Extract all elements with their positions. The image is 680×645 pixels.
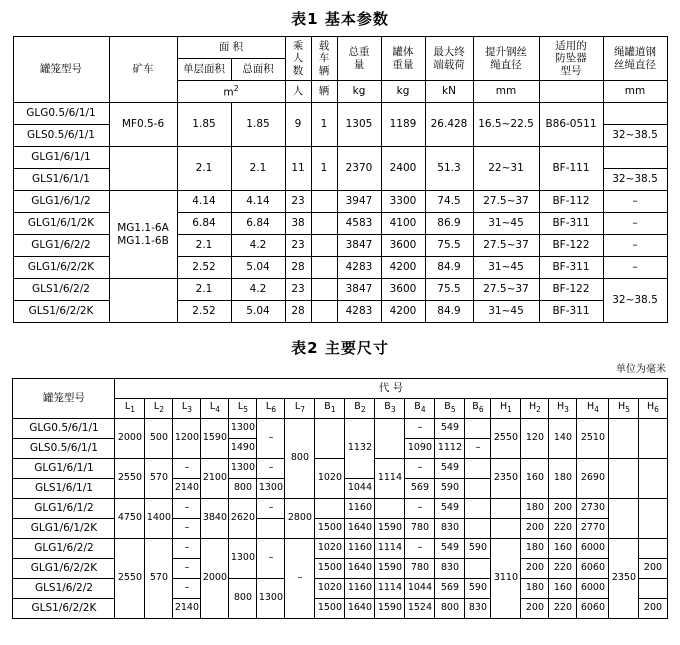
cell-B5: 1112	[435, 439, 465, 459]
cell-B4: –	[405, 539, 435, 559]
th2-B3: $B_3$	[375, 399, 405, 419]
table-row	[13, 539, 667, 559]
cell-B1: 1500	[315, 599, 345, 619]
cell-B6	[465, 419, 491, 439]
cell-B5: 830	[435, 519, 465, 539]
th-cars-unit: 辆	[311, 81, 337, 103]
cell-cage: 2400	[381, 147, 425, 191]
cell-L2: 1400	[145, 499, 173, 539]
cell-model: GLG1/6/1/2	[13, 499, 115, 519]
cell-B4: 1524	[405, 599, 435, 619]
cell-anti: BF-122	[539, 235, 603, 257]
cell-H3: 220	[549, 599, 577, 619]
cell-L6	[257, 519, 285, 539]
cell-cage: 4200	[381, 301, 425, 323]
cell-H6	[639, 419, 667, 459]
cell-B2: 1160	[345, 539, 375, 559]
th2-L7: $L_7$	[285, 399, 315, 419]
table1-title: 表1 基本参数	[291, 10, 389, 28]
th2-L3: $L_3$	[173, 399, 201, 419]
cell-load: 84.9	[425, 257, 473, 279]
cell-total: 5.04	[231, 257, 285, 279]
cell-B4: –	[405, 459, 435, 479]
cell-model: GLS1/6/1/1	[13, 169, 109, 191]
cell-B4: 780	[405, 519, 435, 539]
cell-B4: –	[405, 499, 435, 519]
cell-L3: 2140	[173, 479, 201, 499]
th-total-weight: 总重 量	[337, 37, 381, 81]
cell-L2: 500	[145, 419, 173, 459]
cell-L6: 1300	[257, 479, 285, 499]
cell-model: GLG0.5/6/1/1	[13, 419, 115, 439]
th-cage-weight: 罐体 重量	[381, 37, 425, 81]
cell-cars	[311, 191, 337, 213]
cell-B5: 830	[435, 559, 465, 579]
cell-model: GLG1/6/1/1	[13, 147, 109, 169]
cell-model: GLS1/6/2/2K	[13, 599, 115, 619]
cell-single: 4.14	[177, 191, 231, 213]
cell-total: 2.1	[231, 147, 285, 191]
cell-H3: 160	[549, 579, 577, 599]
table-row	[13, 519, 667, 539]
cell-B5: 549	[435, 459, 465, 479]
cell-single: 2.52	[177, 257, 231, 279]
unit-note: 单位为毫米	[616, 364, 666, 375]
cell-L6: –	[257, 539, 285, 579]
cell-B3: 1114	[375, 579, 405, 599]
cell-H3: 200	[549, 499, 577, 519]
cell-B1: 1500	[315, 559, 345, 579]
cell-B2: 1160	[345, 499, 375, 519]
th-cars: 载 车 辆	[311, 37, 337, 81]
th2-H1: $H_1$	[491, 399, 521, 419]
cell-H2: 200	[521, 519, 549, 539]
cell-L2: 570	[145, 539, 173, 619]
table-row	[13, 499, 667, 519]
cell-model: GLG1/6/1/2K	[13, 519, 115, 539]
th-rope-dia: 提升钢丝 绳直径	[473, 37, 539, 81]
cell-single: 6.84	[177, 213, 231, 235]
cell-H2: 160	[521, 459, 549, 499]
cell-H4: 2770	[577, 519, 609, 539]
th2-B6: $B_6$	[465, 399, 491, 419]
cell-model: GLG1/6/2/2	[13, 539, 115, 559]
th-area-total: 总面积	[231, 59, 285, 81]
cell-L3: 2140	[173, 599, 201, 619]
cell-B5: 569	[405, 479, 435, 499]
cell-H3: 160	[549, 539, 577, 559]
cell-B3	[375, 419, 405, 459]
table-row	[13, 599, 667, 619]
cell-cars	[311, 301, 337, 323]
th2-B2: $B_2$	[345, 399, 375, 419]
cell-model: GLS1/6/2/2	[13, 579, 115, 599]
cell-load: 84.9	[425, 301, 473, 323]
cell-L3: –	[173, 459, 201, 479]
cell-B4: 1044	[345, 479, 375, 499]
cell-B1: 1020	[315, 579, 345, 599]
cell-cars	[311, 235, 337, 257]
table-row	[13, 559, 667, 579]
cell-L5: 800	[229, 579, 257, 619]
th2-L2: $L_2$	[145, 399, 173, 419]
cell-B2: 1640	[345, 519, 375, 539]
th-model: 罐笼型号	[13, 37, 109, 103]
cell-rope: 31~45	[473, 301, 539, 323]
cell-L3: –	[173, 559, 201, 579]
th-area-single: 单层面积	[177, 59, 231, 81]
cell-rope: 31~45	[473, 213, 539, 235]
cell-total: 4.14	[231, 191, 285, 213]
cell-L7: 800	[285, 419, 315, 499]
cell-B5: 549	[435, 539, 465, 559]
cell-B1: 1500	[315, 519, 345, 539]
cell-rope: 27.5~37	[473, 235, 539, 257]
cell-B2: 1160	[345, 579, 375, 599]
cell-rope: 22~31	[473, 147, 539, 191]
th-people-unit: 人	[285, 81, 311, 103]
cell-H2: 180	[521, 539, 549, 559]
cell-load: 86.9	[425, 213, 473, 235]
cell-L5: 1490	[229, 439, 257, 459]
cell-B1: 1020	[315, 539, 345, 559]
cell-H5	[609, 499, 639, 539]
th-max-load-unit: kN	[425, 81, 473, 103]
cell-H2: 180	[521, 499, 549, 519]
cell-B3: 1114	[375, 539, 405, 559]
cell-total: 6.84	[231, 213, 285, 235]
cell-H3: 140	[549, 419, 577, 459]
cell-model: GLG1/6/1/2	[13, 191, 109, 213]
cell-anti: BF-112	[539, 191, 603, 213]
table2-title: 表2 主要尺寸	[291, 339, 389, 357]
th-area-group: 面 积	[177, 37, 285, 59]
cell-H3: 220	[549, 559, 577, 579]
cell-B6	[465, 519, 491, 539]
table-row	[13, 147, 667, 169]
cell-H2: 200	[521, 559, 549, 579]
cell-L3: –	[173, 499, 201, 519]
cell-L5: 1300	[229, 459, 257, 479]
cell-anti: BF-311	[539, 213, 603, 235]
cell-model: GLS0.5/6/1/1	[13, 125, 109, 147]
table-row	[13, 279, 667, 301]
th2-L6: $L_6$	[257, 399, 285, 419]
cell-anti: BF-122	[539, 279, 603, 301]
cell-cars: 1	[311, 147, 337, 191]
th-area-unit: $m^2$	[177, 81, 285, 103]
th2-H3: $H_3$	[549, 399, 577, 419]
th2-L1: $L_1$	[115, 399, 145, 419]
cell-B3: 1590	[375, 519, 405, 539]
cell-B1	[315, 419, 345, 459]
cell-guide: 32~38.5	[603, 279, 667, 323]
cell-L6: –	[257, 459, 285, 479]
cell-model: GLS1/6/1/1	[13, 479, 115, 499]
table-row	[13, 419, 667, 439]
cell-B4: –	[405, 419, 435, 439]
cell-model: GLG1/6/1/1	[13, 459, 115, 479]
cell-people: 28	[285, 301, 311, 323]
cell-L5: 800	[229, 479, 257, 499]
cell-model: GLS1/6/2/2	[13, 279, 109, 301]
cell-B6	[465, 459, 491, 479]
cell-model: GLG1/6/1/2K	[13, 213, 109, 235]
cell-total: 5.04	[231, 301, 285, 323]
cell-B6: 590	[465, 579, 491, 599]
cell-L4: 1590	[201, 419, 229, 459]
cell-B6: 590	[465, 539, 491, 559]
cell-car: MF0.5-6	[109, 103, 177, 147]
th2-H2: $H_2$	[521, 399, 549, 419]
cell-single: 1.85	[177, 103, 231, 147]
cell-weight: 4283	[337, 301, 381, 323]
cell-people: 11	[285, 147, 311, 191]
cell-rope: 27.5~37	[473, 279, 539, 301]
th-total-weight-unit: kg	[337, 81, 381, 103]
cell-L3: 1200	[173, 419, 201, 459]
main-dimensions-table	[12, 378, 667, 619]
basic-parameters-table	[13, 36, 668, 323]
cell-B6: 590	[435, 479, 465, 499]
cell-H4: 6060	[577, 559, 609, 579]
cell-B2: 1640	[345, 599, 375, 619]
cell-guide: –	[603, 257, 667, 279]
cell-cars	[311, 257, 337, 279]
cell-weight: 2370	[337, 147, 381, 191]
th2-B4: $B_4$	[405, 399, 435, 419]
cell-single: 2.1	[177, 147, 231, 191]
cell-anti: BF-311	[539, 301, 603, 323]
cell-H1: 2550	[491, 419, 521, 459]
cell-H2: 120	[521, 419, 549, 459]
cell-single: 2.1	[177, 279, 231, 301]
cell-L4: 2000	[201, 539, 229, 619]
cell-guide	[603, 103, 667, 125]
cell-L2: 570	[145, 459, 173, 499]
cell-B6	[465, 559, 491, 579]
cell-B2: 1640	[345, 559, 375, 579]
cell-rope: 16.5~22.5	[473, 103, 539, 147]
cell-L5: 2620	[229, 499, 257, 539]
table2-header-row	[13, 379, 667, 399]
th2-model: 罐笼型号	[13, 379, 115, 419]
cell-guide: –	[603, 235, 667, 257]
cell-model: GLG1/6/2/2	[13, 235, 109, 257]
cell-people: 23	[285, 235, 311, 257]
cell-H4: 2730	[577, 499, 609, 519]
cell-L4: 2100	[201, 459, 229, 499]
cell-B3: 1590	[375, 599, 405, 619]
cell-L1: 2550	[115, 539, 145, 619]
cell-B4: 1044	[405, 579, 435, 599]
cell-B5: 800	[435, 599, 465, 619]
table-row	[13, 459, 667, 479]
cell-people: 23	[285, 279, 311, 301]
cell-L4: 3840	[201, 499, 229, 539]
th2-code-group: 代 号	[115, 379, 667, 399]
cell-L5: 1300	[229, 419, 257, 439]
cell-total: 1.85	[231, 103, 285, 147]
cell-cage: 3300	[381, 191, 425, 213]
cell-H1	[491, 519, 521, 539]
cell-rope: 27.5~37	[473, 191, 539, 213]
cell-H6: 200	[639, 559, 667, 579]
cell-H6	[639, 459, 667, 499]
cell-single: 2.1	[177, 235, 231, 257]
cell-load: 75.5	[425, 279, 473, 301]
cell-model: GLG1/6/2/2K	[13, 559, 115, 579]
cell-H4: 6000	[577, 579, 609, 599]
cell-guide: 32~38.5	[603, 169, 667, 191]
cell-L3: –	[173, 579, 201, 599]
th2-H5: $H_5$	[609, 399, 639, 419]
cell-H4: 6060	[577, 599, 609, 619]
cell-H5	[609, 419, 639, 459]
th-guide-rope: 绳罐道钢 丝绳直径	[603, 37, 667, 81]
cell-H4: 2690	[577, 459, 609, 499]
cell-weight: 3847	[337, 279, 381, 301]
cell-H3: 180	[549, 459, 577, 499]
cell-model: GLS0.5/6/1/1	[13, 439, 115, 459]
th-cage-weight-unit: kg	[381, 81, 425, 103]
cell-weight: 1305	[337, 103, 381, 147]
cell-L1: 2550	[115, 459, 145, 499]
cell-L5: 1300	[229, 539, 257, 579]
cell-H1	[491, 499, 521, 519]
th-rope-dia-unit: mm	[473, 81, 539, 103]
cell-weight: 4583	[337, 213, 381, 235]
cell-B2: 1132	[345, 419, 375, 479]
table-row	[13, 579, 667, 599]
cell-L3: –	[173, 539, 201, 559]
cell-guide: –	[603, 191, 667, 213]
cell-H4: 6000	[577, 539, 609, 559]
th2-L5: $L_5$	[229, 399, 257, 419]
cell-cage: 3600	[381, 235, 425, 257]
cell-L7: 2800	[285, 499, 315, 539]
table-row	[13, 191, 667, 213]
cell-H1: 2350	[491, 459, 521, 499]
cell-load: 74.5	[425, 191, 473, 213]
cell-people: 28	[285, 257, 311, 279]
th-max-load: 最大终 端载荷	[425, 37, 473, 81]
cell-people: 23	[285, 191, 311, 213]
th-guide-rope-unit: mm	[603, 81, 667, 103]
cell-anti: BF-311	[539, 257, 603, 279]
cell-H4: 2510	[577, 419, 609, 459]
cell-B5: 569	[435, 579, 465, 599]
cell-B6	[465, 499, 491, 519]
cell-L7: –	[285, 539, 315, 619]
th-people: 乘 人 数	[285, 37, 311, 81]
cell-load: 26.428	[425, 103, 473, 147]
cell-B4: 780	[405, 559, 435, 579]
cell-anti: BF-111	[539, 147, 603, 191]
cell-cage: 1189	[381, 103, 425, 147]
th2-H4: $H_4$	[577, 399, 609, 419]
cell-total: 4.2	[231, 279, 285, 301]
cell-cars	[311, 213, 337, 235]
cell-weight: 3847	[337, 235, 381, 257]
cell-car	[109, 279, 177, 323]
cell-L1: 2000	[115, 419, 145, 459]
table-row	[13, 103, 667, 125]
cell-H5: 2350	[609, 539, 639, 619]
cell-H3: 220	[549, 519, 577, 539]
cell-model: GLG1/6/2/2K	[13, 257, 109, 279]
cell-H6	[639, 579, 667, 599]
document-page	[0, 8, 680, 619]
th2-B5: $B_5$	[435, 399, 465, 419]
th2-B1: $B_1$	[315, 399, 345, 419]
cell-H5	[609, 459, 639, 499]
cell-L3: –	[173, 519, 201, 539]
cell-people: 38	[285, 213, 311, 235]
cell-car: MG1.1-6A MG1.1-6B	[109, 191, 177, 279]
cell-H6: 200	[639, 599, 667, 619]
cell-B3: 1590	[375, 559, 405, 579]
cell-guide	[603, 147, 667, 169]
cell-cars: 1	[311, 103, 337, 147]
cell-B4: 1090	[405, 439, 435, 459]
cell-load: 75.5	[425, 235, 473, 257]
cell-anti: B86-0511	[539, 103, 603, 147]
cell-H2: 200	[521, 599, 549, 619]
cell-H1: 3110	[491, 539, 521, 619]
cell-L1: 4750	[115, 499, 145, 539]
th-anti-fall-unit	[539, 81, 603, 103]
cell-model: GLS1/6/2/2K	[13, 301, 109, 323]
cell-H6	[639, 539, 667, 559]
cell-L6: –	[257, 419, 285, 459]
cell-B3	[375, 499, 405, 519]
cell-cage: 3600	[381, 279, 425, 301]
cell-B3: 1114	[375, 459, 405, 499]
cell-cars	[311, 279, 337, 301]
th2-H6: $H_6$	[639, 399, 667, 419]
cell-single: 2.52	[177, 301, 231, 323]
cell-total: 4.2	[231, 235, 285, 257]
cell-car	[109, 147, 177, 191]
cell-H2: 180	[521, 579, 549, 599]
th-mine-car: 矿车	[109, 37, 177, 103]
cell-weight: 3947	[337, 191, 381, 213]
cell-weight: 4283	[337, 257, 381, 279]
cell-B1: 1020	[315, 459, 345, 499]
cell-rope: 31~45	[473, 257, 539, 279]
cell-cage: 4200	[381, 257, 425, 279]
cell-B6: –	[465, 439, 491, 459]
cell-B5: 549	[435, 499, 465, 519]
th-anti-fall: 适用的 防坠器 型号	[539, 37, 603, 81]
cell-H6	[639, 499, 667, 539]
cell-L6: –	[257, 499, 285, 519]
cell-guide: –	[603, 213, 667, 235]
cell-model: GLG0.5/6/1/1	[13, 103, 109, 125]
cell-B5: 549	[435, 419, 465, 439]
th2-L4: $L_4$	[201, 399, 229, 419]
cell-guide: 32~38.5	[603, 125, 667, 147]
cell-L6: 1300	[257, 579, 285, 619]
cell-people: 9	[285, 103, 311, 147]
cell-B6: 830	[465, 599, 491, 619]
cell-cage: 4100	[381, 213, 425, 235]
cell-B1	[315, 499, 345, 519]
cell-load: 51.3	[425, 147, 473, 191]
table1-header-row	[13, 37, 667, 59]
